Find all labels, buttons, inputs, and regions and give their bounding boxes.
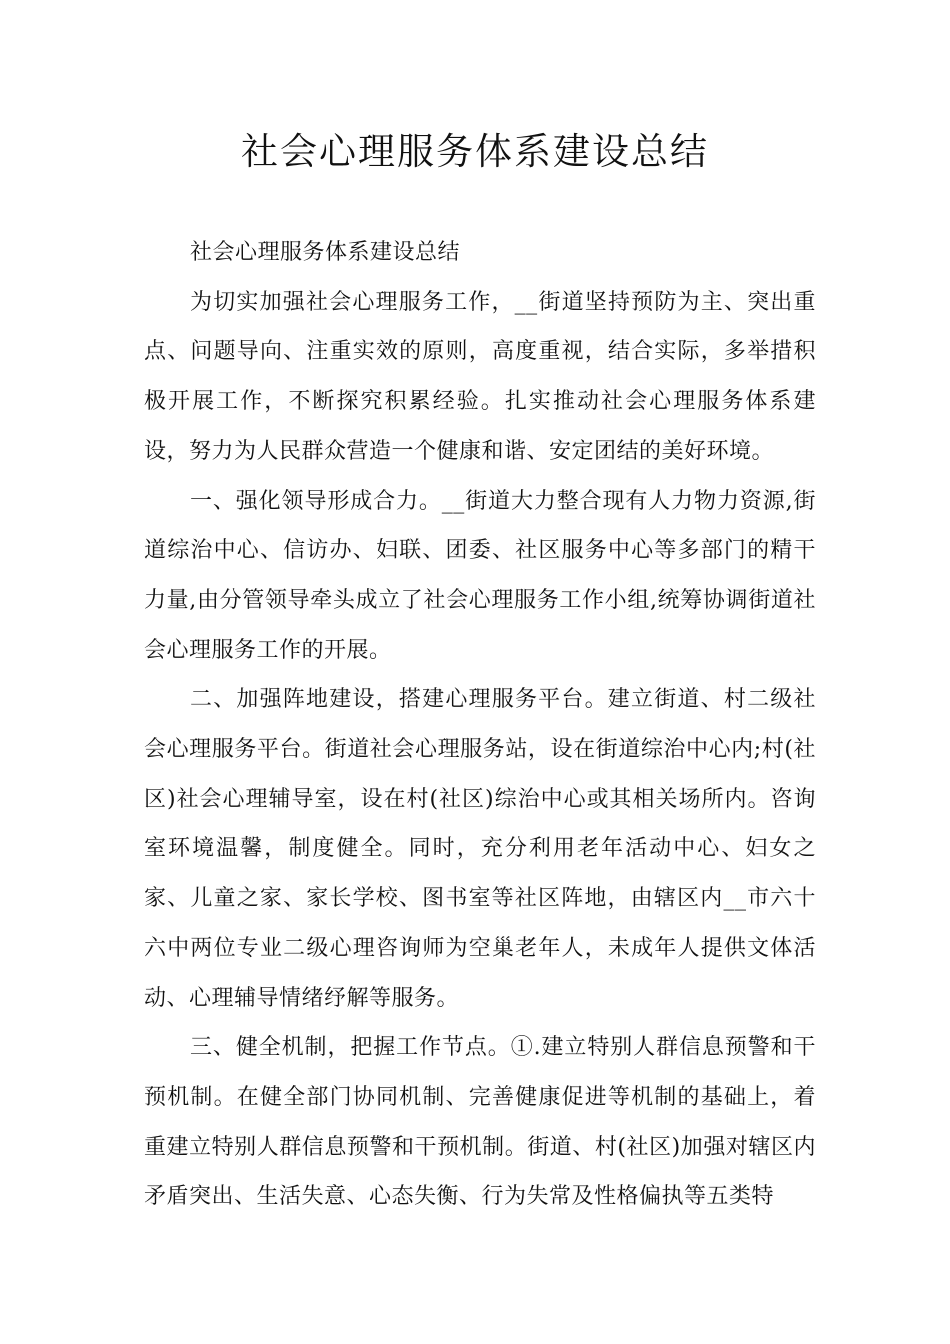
document-body <box>144 228 816 1222</box>
document-title: 社会心理服务体系建设总结 <box>241 130 709 173</box>
paragraph-section-1: 一、强化领导形成合力。__街道大力整合现有人力物力资源,街道综治中心、信访办、妇联、团委、社区服务中心等多部门的精干力量,由分管领导牵头成立了社会心理服务工作小组,统筹协调街道社会心理服务工作的开展。 <box>144 488 816 663</box>
paragraph-section-2: 二、加强阵地建设，搭建心理服务平台。建立街道、村二级社会心理服务平台。街道社会心理服务站，设在街道综治中心内;村(社区)社会心理辅导室，设在村(社区)综治中心或其相关场所内。咨询室环境温馨，制度健全。同时，充分利用老年活动中心、妇女之家、儿童之家、家长学校、图书室等社区阵地，由辖区内__市六十六中两位专业二级心理咨询师为空巢老年人，未成年人提供文体活动、心理辅导情绪纾解等服务。 <box>144 687 816 1011</box>
paragraph-subtitle: 社会心理服务体系建设总结 <box>190 240 461 265</box>
paragraph-intro: 为切实加强社会心理服务工作，__街道坚持预防为主、突出重点、问题导向、注重实效的原则，高度重视，结合实际，多举措积极开展工作，不断探究积累经验。扎实推动社会心理服务体系建设，努力为人民群众营造一个健康和谐、安定团结的美好环境。 <box>144 289 816 464</box>
paragraph-section-3: 三、健全机制，把握工作节点。①.建立特别人群信息预警和干预机制。在健全部门协同机制、完善健康促进等机制的基础上，着重建立特别人群信息预警和干预机制。街道、村(社区)加强对辖区内矛盾突出、生活失意、心态失衡、行为失常及性格偏执等五类特 <box>144 1035 816 1210</box>
